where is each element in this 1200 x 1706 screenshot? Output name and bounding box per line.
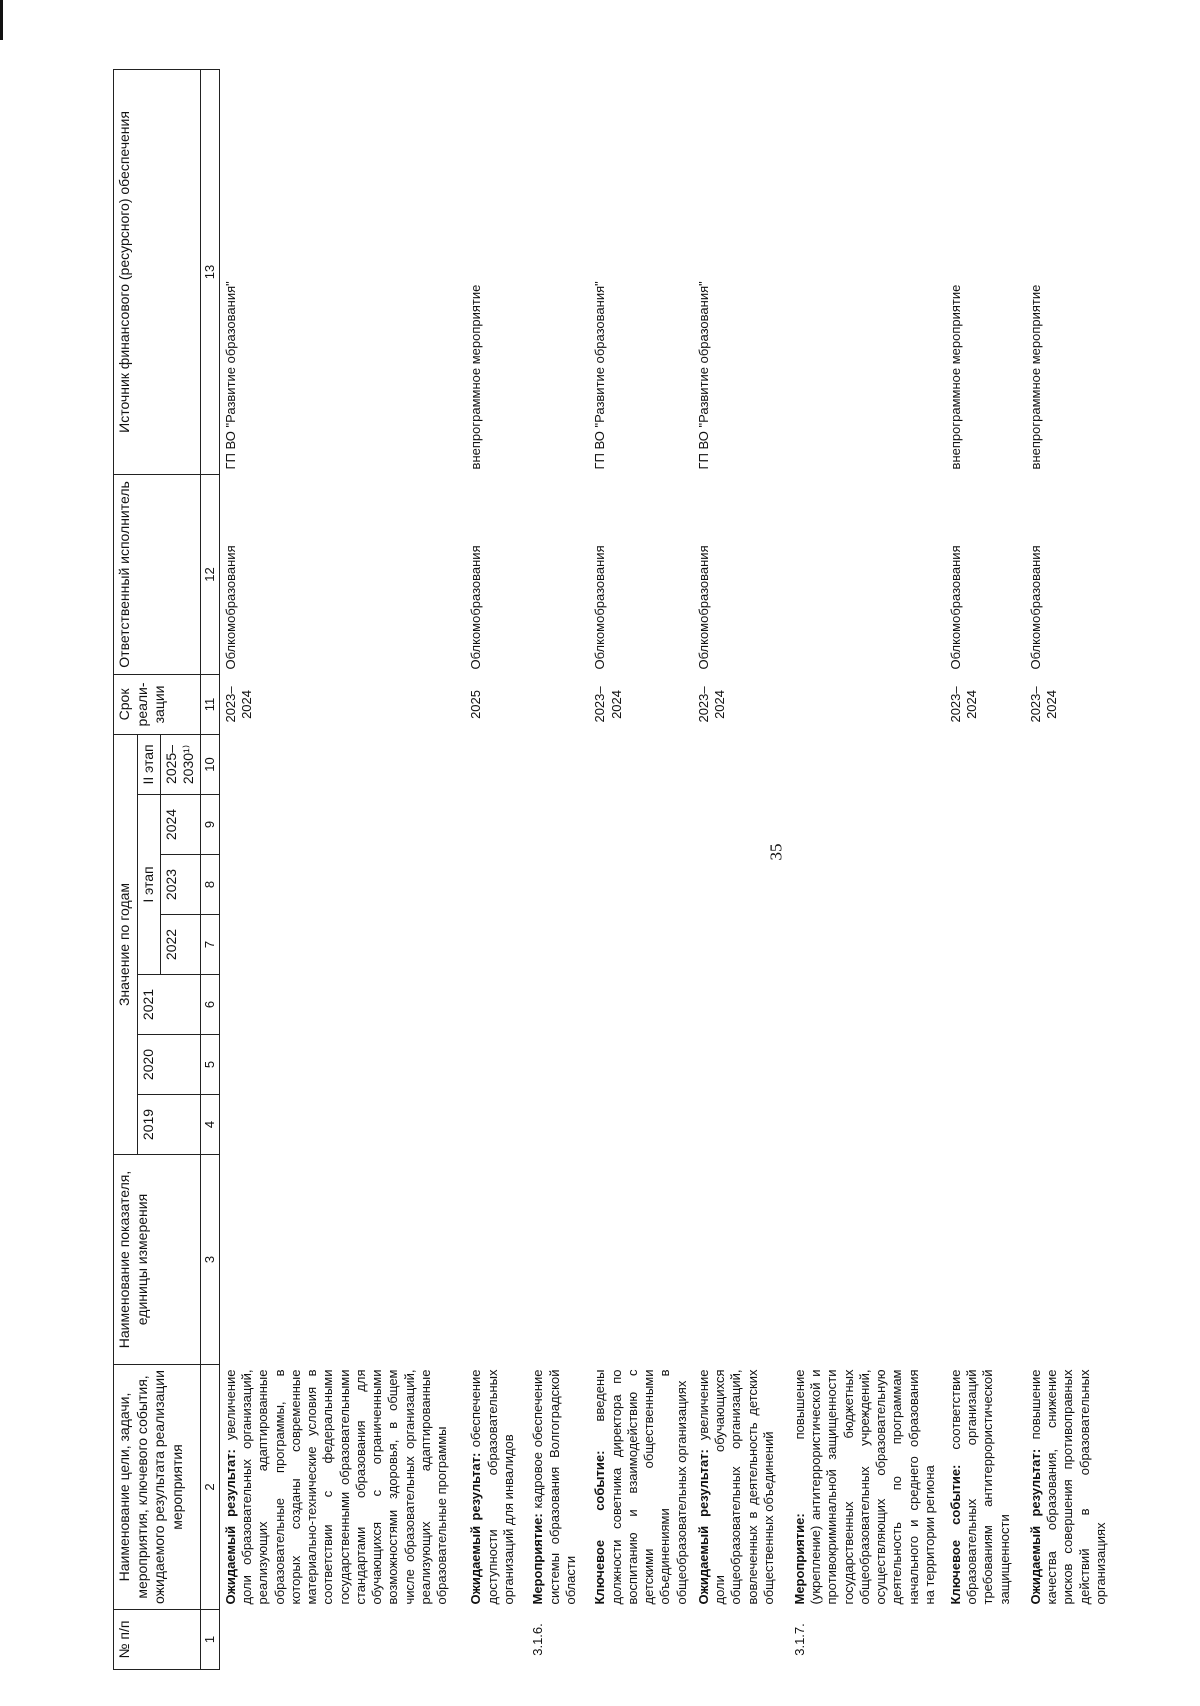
header-2021: 2021	[138, 975, 201, 1035]
header-indicator: Наименование показателя, единицы измерения	[114, 1155, 201, 1365]
term-start: 2023–	[947, 686, 963, 723]
row-text: повышение (укрепление) антитеррористической и противокриминальной защищенности государственных бюджетных общеобразовательных учреждений, осуществляющих образовательную деятельность по программам начального и среднего образования на территории региона	[791, 1369, 937, 1605]
row-number: 3.1.7.	[791, 1623, 807, 1656]
col-number: 3	[200, 1155, 219, 1365]
row-number	[945, 1610, 1025, 1670]
col-number: 13	[200, 69, 219, 474]
table-row	[589, 69, 693, 1669]
row-text: введены должности советника директора по воспитанию и взаимодействию с детскими общественными объединениями в общеобразовательных организациях	[592, 1369, 689, 1605]
row-number	[1025, 1610, 1125, 1670]
header-2023: 2023	[160, 855, 200, 915]
term-start: 2023–	[592, 686, 608, 723]
header-2022: 2022	[160, 915, 200, 975]
row-label: Ожидаемый результат:	[222, 1449, 238, 1605]
row-executor: Облкомобразования	[947, 545, 963, 670]
rotated-table-container	[113, 70, 1193, 1670]
header-values-by-year: Значение по годам	[114, 734, 138, 1154]
col-number: 10	[200, 734, 219, 794]
row-text: кадровое обеспечение системы образования Волгоградской области	[530, 1369, 578, 1605]
table-row	[945, 69, 1025, 1669]
term-start: 2023–	[222, 686, 238, 723]
row-label: Ожидаемый результат:	[468, 1452, 484, 1605]
row-source: внепрограммное мероприятие	[947, 284, 963, 470]
header-source: Источник финансового (ресурсного) обеспечения	[114, 69, 201, 474]
header-executor: Ответственный исполнитель	[114, 474, 201, 674]
row-source: внепрограммное мероприятие	[1027, 284, 1043, 470]
col-number: 2	[200, 1365, 219, 1610]
header-2025-2030: 2025–2030¹⁾	[160, 734, 200, 794]
row-description	[219, 1365, 465, 1610]
row-source: ГП ВО "Развитие образования"	[222, 281, 238, 470]
col-number: 4	[200, 1095, 219, 1155]
row-executor	[527, 474, 589, 674]
row-term	[465, 674, 527, 734]
term-end: 2024	[608, 690, 624, 719]
row-term	[219, 674, 465, 734]
table-row	[465, 69, 527, 1669]
row-text: повышение качества образования, снижение рисков совершения противоправных действий в образовательных организациях	[1027, 1369, 1108, 1605]
col-number: 9	[200, 795, 219, 855]
row-number	[465, 1610, 527, 1670]
row-number	[589, 1610, 693, 1670]
col-number: 12	[200, 474, 219, 674]
row-source: ГП ВО "Развитие образования"	[592, 281, 608, 470]
row-term	[1025, 674, 1125, 734]
term-start: 2023–	[695, 686, 711, 723]
table-row	[1025, 69, 1125, 1669]
term-start: 2023–	[1027, 686, 1043, 723]
col-number: 7	[200, 915, 219, 975]
header-term: Срок реали-зации	[114, 674, 201, 734]
row-label: Ожидаемый результат:	[695, 1449, 711, 1605]
row-source: внепрограммное мероприятие	[468, 284, 484, 470]
row-executor	[789, 474, 945, 674]
col-number: 1	[200, 1610, 219, 1670]
row-source	[789, 69, 945, 474]
page-number: 35	[766, 843, 786, 861]
row-number	[693, 1610, 789, 1670]
table-row	[527, 69, 589, 1669]
row-text: увеличение доли обучающихся общеобразовательных организаций, вовлеченных в деятельность детских общественных объединений	[695, 1369, 776, 1605]
row-label: Ключевое событие:	[592, 1450, 608, 1605]
row-number	[219, 1610, 465, 1670]
col-number: 5	[200, 1035, 219, 1095]
row-executor: Облкомобразования	[222, 545, 238, 670]
table-row	[789, 69, 945, 1669]
row-description	[589, 1365, 693, 1610]
row-text: увеличение доли образовательных организаций, реализующих адаптированные образовательные программы, в которых созданы современные материально-технические условия в соответствии с федеральными государственными образовательными стандартами образования для обучающихся с ограниченными возможностями здоровья, в общем числе образовательных организаций, реализующих адаптированные образовательные программы	[222, 1369, 449, 1605]
row-label: Мероприятие:	[530, 1513, 546, 1605]
header-2024: 2024	[160, 795, 200, 855]
scan-edge-mark	[0, 0, 3, 40]
row-description	[1025, 1365, 1125, 1610]
row-term	[945, 674, 1025, 734]
row-label: Ожидаемый результат:	[1027, 1448, 1043, 1605]
col-number: 6	[200, 975, 219, 1035]
header-name: Наименование цели, задачи, мероприятия, ключевого события, ожидаемого результата реализации мероприятия	[114, 1365, 201, 1610]
row-label: Ключевое событие:	[947, 1464, 963, 1605]
row-label: Мероприятие:	[791, 1513, 807, 1605]
row-description	[527, 1365, 589, 1610]
row-description	[945, 1365, 1025, 1610]
term-start: 2025	[468, 690, 484, 719]
row-description	[693, 1365, 789, 1610]
term-end: 2024	[712, 690, 727, 719]
col-number: 11	[200, 674, 219, 734]
plan-table	[113, 69, 1125, 1670]
row-source: ГП ВО "Развитие образования"	[695, 281, 711, 470]
header-2020: 2020	[138, 1035, 201, 1095]
header-stage-1: I этап	[138, 795, 161, 975]
header-num: № п/п	[114, 1610, 201, 1670]
header-stage-2: II этап	[138, 734, 161, 794]
row-term	[589, 674, 693, 734]
row-executor: Облкомобразования	[468, 545, 484, 670]
row-source	[527, 69, 589, 474]
term-end: 2024	[964, 690, 979, 719]
row-executor: Облкомобразования	[1027, 545, 1043, 670]
row-term	[789, 674, 945, 734]
col-number: 8	[200, 855, 219, 915]
row-number: 3.1.6.	[530, 1623, 546, 1656]
row-executor: Облкомобразования	[695, 545, 711, 670]
row-description	[789, 1365, 945, 1610]
row-term	[527, 674, 589, 734]
row-description	[465, 1365, 527, 1610]
term-end: 2024	[239, 690, 254, 719]
term-end: 2024	[1044, 690, 1059, 719]
row-term	[693, 674, 789, 734]
row-text: обеспечение доступности образовательных организаций для инвалидов	[468, 1369, 516, 1605]
row-executor: Облкомобразования	[592, 545, 608, 670]
table-row	[219, 69, 465, 1669]
header-2019: 2019	[138, 1095, 201, 1155]
table-row	[693, 69, 789, 1669]
row-text: соответствие образовательных организаций требованиям антитеррористической защищенности	[947, 1369, 1012, 1605]
